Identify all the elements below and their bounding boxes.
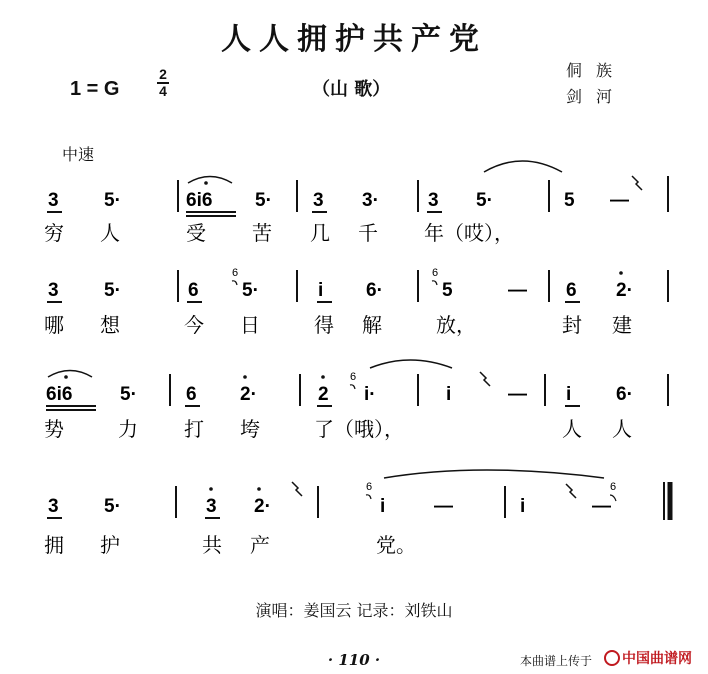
note: 6 xyxy=(566,280,577,301)
lyric: 受 xyxy=(186,221,206,245)
note: 5· xyxy=(255,190,272,211)
note: — xyxy=(508,384,527,405)
site-logo-icon xyxy=(604,650,620,666)
attribution-ethnicity: 侗族 xyxy=(566,61,627,80)
note: 2· xyxy=(616,280,633,301)
site-logo[interactable] xyxy=(604,648,692,668)
triplet-slur xyxy=(48,371,92,378)
page-number: · 110 · xyxy=(327,651,381,669)
note: 6 xyxy=(186,384,197,405)
lyric: 打 xyxy=(184,417,204,441)
note: — xyxy=(434,496,453,517)
lyric: 解 xyxy=(362,313,382,337)
note: 5· xyxy=(476,190,493,211)
note: 2· xyxy=(240,384,257,405)
note: i xyxy=(566,384,572,405)
time-signature-top: 2 xyxy=(159,66,167,82)
tie-slur xyxy=(384,470,604,478)
grace-note: 6 xyxy=(432,267,439,279)
glide-mark xyxy=(632,176,642,190)
lyric: 势 xyxy=(44,417,64,441)
lyric: 了（哦）， xyxy=(314,417,404,441)
note: 3 xyxy=(48,496,59,517)
lyric: 党。 xyxy=(376,533,416,557)
lyric: 放， xyxy=(436,313,476,337)
note: — xyxy=(508,280,527,301)
grace-note: 6 xyxy=(232,267,239,279)
glide-mark xyxy=(566,484,576,498)
note: 2 xyxy=(318,384,329,405)
octave-dot xyxy=(209,487,213,491)
lyric: 建 xyxy=(612,313,632,337)
score-title: 人人拥护共产党 xyxy=(221,22,487,57)
octave-dot xyxy=(619,271,623,275)
note: 6· xyxy=(616,384,633,405)
glide-mark xyxy=(480,372,490,386)
lyric: 想 xyxy=(100,313,120,337)
note: i xyxy=(520,496,526,517)
octave-dot xyxy=(257,487,261,491)
grace-note: 6 xyxy=(366,481,373,493)
key-signature: 1 = G xyxy=(70,78,120,100)
lyric: 年（哎）， xyxy=(424,221,514,245)
lyric: 哪 xyxy=(44,313,64,337)
grace-note: 6 xyxy=(610,481,617,493)
grace-slur xyxy=(432,281,437,285)
note: 6· xyxy=(366,280,383,301)
note: 3 xyxy=(48,280,59,301)
attribution-region: 剑河 xyxy=(566,87,627,106)
note: 5 xyxy=(564,190,575,211)
note: 3 xyxy=(313,190,324,211)
octave-dot xyxy=(204,181,208,185)
note: i xyxy=(380,496,386,517)
note: 5· xyxy=(242,280,259,301)
grace-slur xyxy=(350,385,355,389)
note: 3 xyxy=(206,496,217,517)
note: 6i6 xyxy=(186,190,213,211)
line-1-barlines xyxy=(178,176,668,212)
note: 5· xyxy=(104,280,121,301)
lyric: 人 xyxy=(100,221,120,245)
tempo-marking: 中速 xyxy=(62,145,95,164)
lyric: 穷 xyxy=(44,221,64,245)
note: — xyxy=(592,496,611,517)
glide-mark xyxy=(292,482,302,496)
performer-credits: 演唱：姜国云 记录：刘铁山 xyxy=(255,601,453,620)
lyric: 几 xyxy=(310,221,330,245)
lyric: 得 xyxy=(314,313,334,337)
note: 3· xyxy=(362,190,379,211)
note: i xyxy=(318,280,324,301)
tie-slur xyxy=(484,161,562,172)
lyric: 拥 xyxy=(44,533,64,557)
genre-label: （山 歌） xyxy=(312,79,391,100)
note: — xyxy=(610,190,629,211)
lyric: 人 xyxy=(562,417,582,441)
octave-dot xyxy=(64,375,68,379)
note: 6i6 xyxy=(46,384,73,405)
octave-dot xyxy=(321,375,325,379)
grace-note: 6 xyxy=(350,371,357,383)
note: 2· xyxy=(254,496,271,517)
note: 5· xyxy=(104,190,121,211)
lyric: 日 xyxy=(240,313,260,337)
lyric: 垮 xyxy=(240,417,260,441)
note: 3 xyxy=(428,190,439,211)
lyric: 共 xyxy=(202,533,222,557)
lyric: 今 xyxy=(184,313,204,337)
lyric: 千 xyxy=(358,221,378,245)
lyric: 产 xyxy=(250,533,270,557)
note: 6 xyxy=(188,280,199,301)
note: 5· xyxy=(104,496,121,517)
lyric: 苦 xyxy=(252,221,272,245)
lyric: 护 xyxy=(100,533,120,557)
triplet-slur xyxy=(188,177,232,184)
note: i xyxy=(446,384,452,405)
lyric: 力 xyxy=(118,417,138,441)
lyric: 封 xyxy=(562,313,582,337)
site-name: 中国曲谱网 xyxy=(622,650,692,666)
note: 3 xyxy=(48,190,59,211)
note: 5· xyxy=(120,384,137,405)
time-signature-bottom: 4 xyxy=(159,83,167,99)
tie-slur xyxy=(370,360,452,368)
lyric: 人 xyxy=(612,417,632,441)
grace-slur xyxy=(366,495,371,499)
note: i· xyxy=(364,384,376,405)
note: 5 xyxy=(442,280,453,301)
grace-slur xyxy=(232,281,237,285)
upload-notice: 本曲谱上传于 xyxy=(520,654,593,668)
octave-dot xyxy=(243,375,247,379)
